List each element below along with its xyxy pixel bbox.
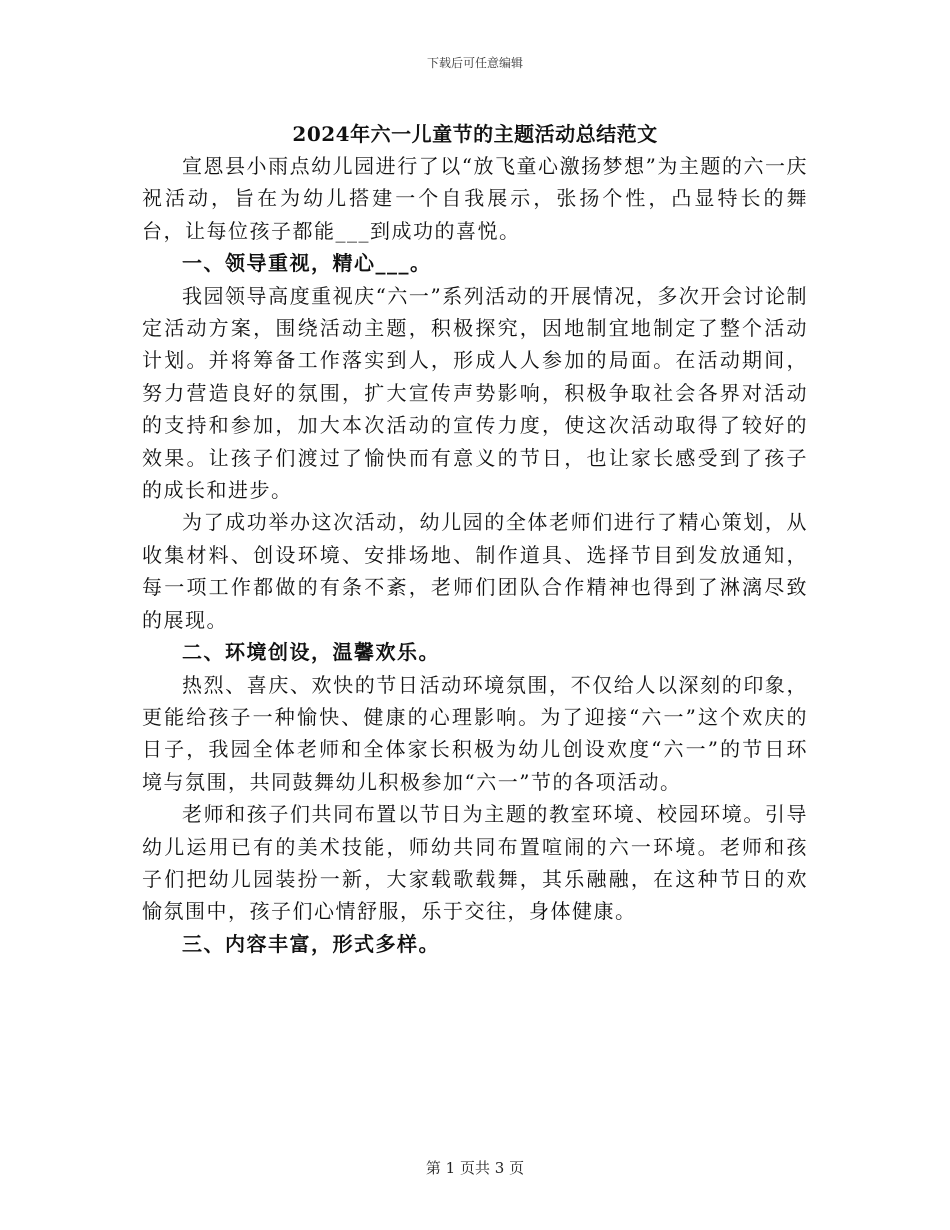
section-heading-2: 二、环境创设，温馨欢乐。 bbox=[182, 640, 440, 665]
page-number: 第 1 页共 3 页 bbox=[425, 1159, 525, 1177]
document-title: 2024年六一儿童节的主题活动总结范文 bbox=[292, 122, 658, 146]
body-paragraph: 我园领导高度重视庆“六一”系列活动的开展情况，多次开会讨论制定活动方案，围绕活动主题，积极探究，因地制宜地制定了整个活动计划。并将筹备工作落实到人，形成人人参加的局面。在活动期间，努力营造良好的氛围，扩大宣传声势影响，积极争取社会各界对活动的支持和参加，加大本次活动的宣传力度，使这次活动取得了较好的效果。让孩子们渡过了愉快而有意义的节日，也让家长感受到了孩子的成长和进步。 bbox=[142, 283, 808, 503]
intro-paragraph: 宣恩县小雨点幼儿园进行了以“放飞童心激扬梦想”为主题的六一庆祝活动，旨在为幼儿搭建一个自我展示，张扬个性，凸显特长的舞台，让每位孩子都能___到成功的喜悦。 bbox=[142, 154, 808, 243]
section-heading-1: 一、领导重视，精心___。 bbox=[182, 251, 432, 276]
document-body bbox=[142, 150, 808, 960]
body-paragraph: 为了成功举办这次活动，幼儿园的全体老师们进行了精心策划，从收集材料、创设环境、安排场地、制作道具、选择节目到发放通知，每一项工作都做的有条不紊，老师们团队合作精神也得到了淋漓尽致的展现。 bbox=[142, 510, 808, 632]
body-paragraph: 热烈、喜庆、欢快的节日活动环境氛围，不仅给人以深刻的印象，更能给孩子一种愉快、健康的心理影响。为了迎接“六一”这个欢庆的日子，我园全体老师和全体家长积极为幼儿创设欢度“六一”的节日环境与氛围，共同鼓舞幼儿积极参加“六一”节的各项活动。 bbox=[142, 672, 808, 794]
page-header-note: 下载后可任意编辑 bbox=[426, 56, 523, 70]
section-heading-3: 三、内容丰富，形式多样。 bbox=[182, 931, 440, 956]
body-paragraph: 老师和孩子们共同布置以节日为主题的教室环境、校园环境。引导幼儿运用已有的美术技能，师幼共同布置喧闹的六一环境。老师和孩子们把幼儿园装扮一新，大家载歌载舞，其乐融融，在这种节日的欢愉氛围中，孩子们心情舒服，乐于交往，身体健康。 bbox=[142, 802, 808, 924]
